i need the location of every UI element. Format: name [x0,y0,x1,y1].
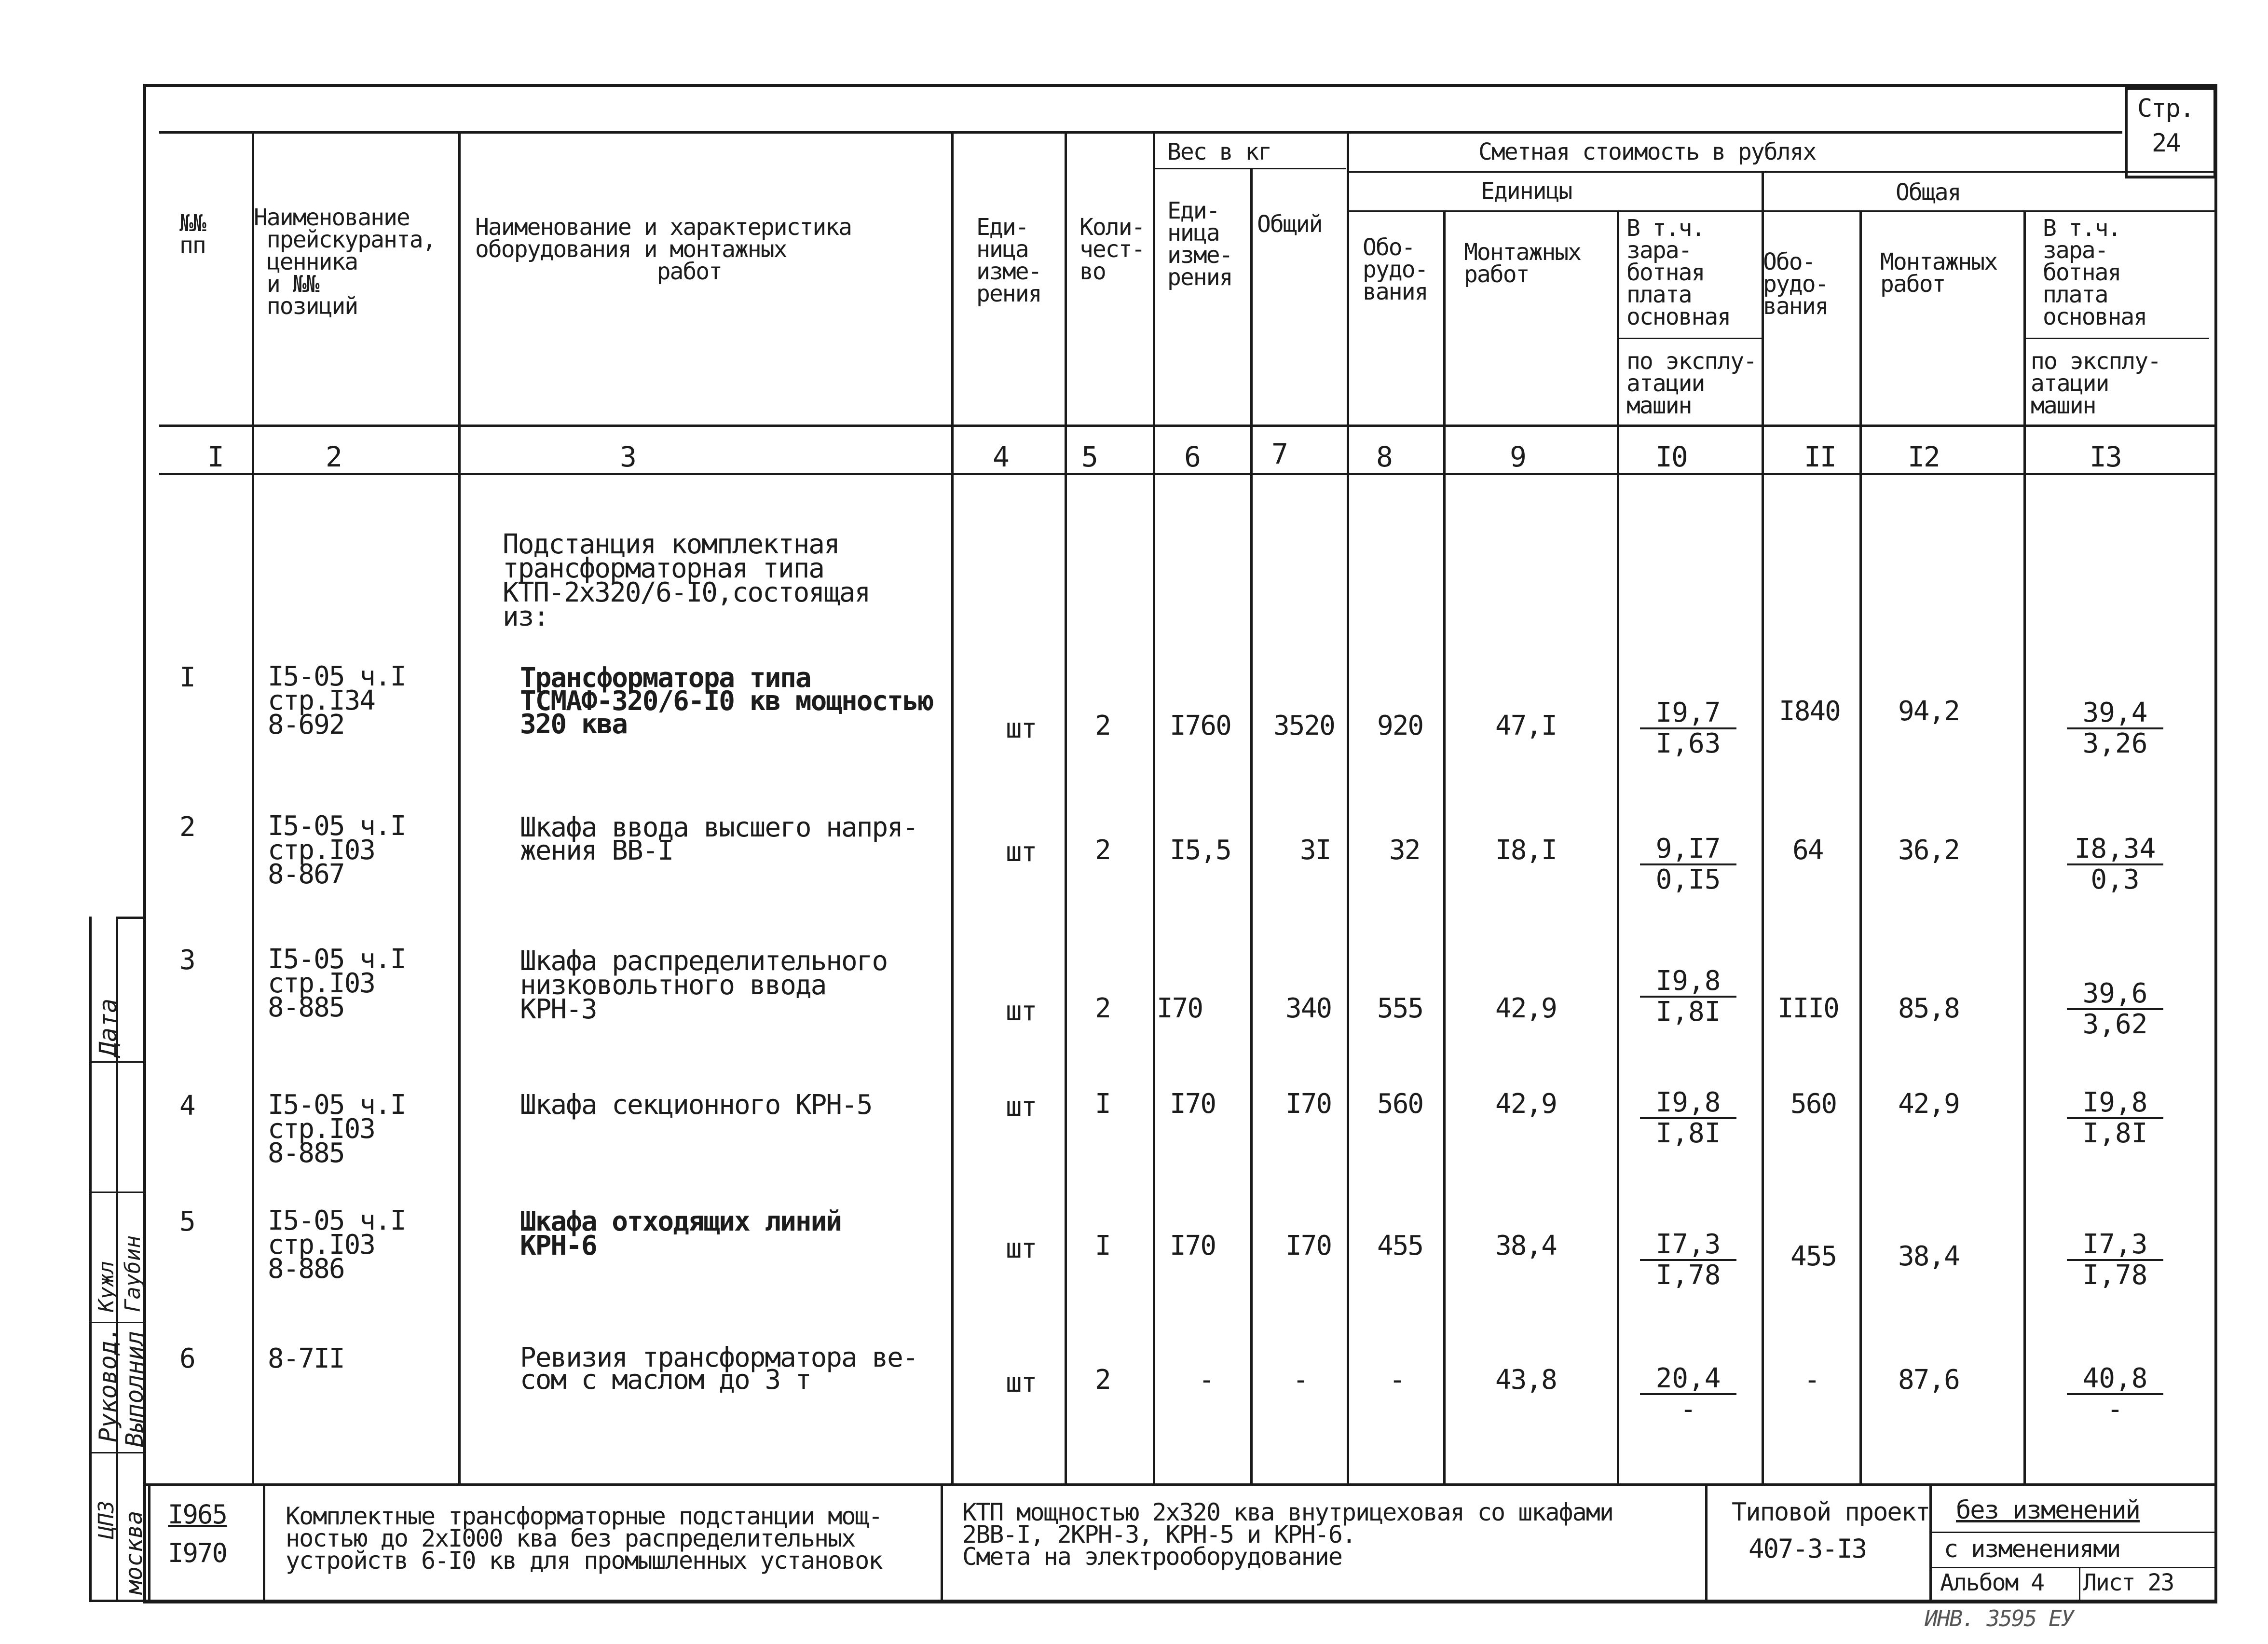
row-equipment-total: - [1804,1364,1819,1396]
col13-split-line [2026,338,2209,339]
stamp-top-line [116,917,145,919]
row-qty: 2 [1095,1364,1110,1396]
row-number: 3 [179,945,195,976]
row-wage: I9,7 [1640,699,1736,729]
hdr-col8: Обо- рудо- вания [1363,234,1428,305]
footer-with-changes: с изменениями [1944,1535,2120,1563]
hdr-col13-bot: по эксплу- атации машин [2031,348,2160,419]
row-machines: I,8I [1655,1118,1721,1149]
row-reference: I5-05 ч.I стр.I03 8-886 [268,1205,406,1285]
row-wage-fraction [1640,967,1736,1027]
stamp-executor-label: Выполнил [121,1331,149,1447]
hdr-col2: Наименование прейскуранта, ценника и №№ позиций [254,204,436,320]
row-wage-total: 40,8 [2067,1364,2163,1395]
stamp-left-line [89,917,92,1602]
row-equipment: 560 [1377,1088,1423,1120]
stamp-row-line-4 [89,1452,145,1453]
row-wage: 20,4 [1640,1364,1736,1395]
row-machines-total: - [2107,1394,2123,1425]
row-mounting-total: 94,2 [1898,696,1959,727]
row-wage-fraction [1640,835,1736,894]
footer-line-a [148,1483,150,1602]
hdr-col13-top: В т.ч. зара- ботная плата основная [2043,215,2147,330]
row-qty: 2 [1095,835,1110,866]
hdr-col10-top: В т.ч. зара- ботная плата основная [1626,215,1731,330]
row-name: Шкафа секционного КРН-5 [520,1089,872,1121]
col-line-11 [1859,210,1862,1483]
footer-bottom-line [89,1600,2217,1602]
footer-no-changes: без изменений [1956,1496,2140,1525]
hdr-col10-bot: по эксплу- атации машин [1626,348,1756,419]
row-wage: I7,3 [1640,1230,1736,1261]
row-wage-total: I7,3 [2067,1230,2163,1261]
col-line-3 [951,131,954,1483]
row-weight-unit: I760 [1170,710,1231,741]
row-wage-total: I8,34 [2067,835,2163,865]
colnum-12: I2 [1908,440,1940,473]
col-line-5 [1153,131,1155,1483]
row-reference: I5-05 ч.I стр.I34 8-692 [268,661,406,740]
footer-album: Альбом 4 [1940,1569,2044,1596]
footer-line-b [263,1483,265,1602]
row-number: I [179,662,195,693]
row-name: Шкафа отходящих линий КРН-6 [520,1206,842,1261]
hdr-col1: №№ пп [179,210,205,259]
colnum-7: 7 [1271,438,1287,470]
row-unit: шт [1006,1091,1037,1123]
col-line-1 [252,131,254,1483]
row-wage-total: 39,6 [2067,979,2163,1010]
row-weight-total: I70 [1285,1230,1332,1261]
unit-total-line [1348,210,2216,212]
row-reference: I5-05 ч.I стр.I03 8-867 [268,810,406,890]
row-mounting-total: 85,8 [1898,993,1959,1024]
header-bottom-line [159,425,2216,427]
row-machines: - [1680,1394,1696,1425]
stamp-signature-1: Кужл [94,1261,119,1312]
stamp-date-label: Дата [94,998,122,1056]
row-weight-total: - [1293,1364,1308,1396]
hdr-col11: Обо- рудо- вания [1763,248,1828,320]
row-mounting: 42,9 [1495,993,1557,1024]
row-machines-total: 3,62 [2082,1009,2148,1040]
row-reference: I5-05 ч.I стр.I03 8-885 [268,1089,406,1169]
hdr-col9: Монтажных работ [1464,239,1581,288]
row-equipment-total: 560 [1790,1088,1837,1120]
weight-group-line [1153,168,1346,169]
row-weight-total: I70 [1285,1088,1332,1120]
row-weight-unit: I70 [1170,1230,1216,1261]
row-number: 6 [179,1343,195,1374]
footer-year-end: I970 [168,1538,227,1568]
hdr-col5: Коли- чест- во [1079,214,1145,285]
row-machines: 0,I5 [1655,864,1721,895]
intro-text: Подстанция комплектная трансформаторная типа КТП-2х320/6-I0,состоящая из: [503,529,870,632]
row-mounting: 38,4 [1495,1230,1557,1261]
col-line-6 [1250,168,1253,1483]
hdr-col12: Монтажных работ [1880,248,1997,298]
footer-top-line [143,1483,2217,1486]
row-machines-total: 3,26 [2082,728,2148,759]
row-machines-total: I,8I [2082,1118,2148,1149]
row-reference: I5-05 ч.I стр.I03 8-885 [268,944,406,1023]
footer-line-e [1929,1483,1932,1602]
colnum-13: I3 [2090,440,2121,473]
row-wage-fraction [1640,699,1736,758]
row-mounting: 42,9 [1495,1088,1557,1120]
row-wage: I9,8 [1640,967,1736,998]
col-line-9 [1617,210,1619,1483]
row-weight-unit: - [1199,1364,1214,1396]
col-line-10 [1762,171,1764,1483]
colnum-10: I0 [1655,440,1687,473]
col-line-8 [1443,210,1446,1483]
row-weight-unit: I70 [1157,993,1203,1024]
stamp-row-line-1 [89,1061,145,1063]
col-line-7 [1347,131,1349,1483]
stamp-head-label: Руковод. [94,1326,122,1442]
row-wage-total: I9,8 [2067,1088,2163,1119]
stamp-signature-2: Гаубин [121,1235,145,1312]
row-name: Ревизия трансформатора ве- сом с маслом до 3 т [520,1342,918,1396]
hdr-col3: Наименование и характеристика оборудования и монтажных работ [475,214,852,285]
row-wage: 9,I7 [1640,835,1736,865]
row-equipment: 455 [1377,1230,1423,1261]
row-unit: шт [1006,1367,1037,1398]
colnum-3: 3 [620,440,636,473]
row-wage-total-fraction [2067,699,2163,758]
row-wage-fraction [1640,1230,1736,1290]
row-unit: шт [1006,1233,1037,1264]
row-mounting: 43,8 [1495,1364,1557,1396]
row-mounting-total: 42,9 [1898,1088,1959,1120]
page-number-box [2125,87,2216,178]
row-wage: I9,8 [1640,1088,1736,1119]
col-line-2 [458,131,461,1483]
row-weight-total: 3I [1300,835,1331,866]
row-equipment-total: I840 [1779,696,1840,727]
row-weight-total: 3520 [1273,710,1335,741]
row-weight-unit: I5,5 [1170,835,1231,866]
col10-split-line [1618,338,1763,339]
row-equipment: 32 [1389,835,1420,866]
row-equipment: 555 [1377,993,1423,1024]
row-name: Шкафа распределительного низковольтного ввода КРН-3 [520,945,888,1025]
row-machines-total: 0,3 [2090,864,2140,895]
stamp-row-line-3 [89,1322,145,1323]
footer-changes-line [1929,1532,2216,1533]
row-equipment-total: III0 [1777,993,1839,1024]
row-weight-unit: I70 [1170,1088,1216,1120]
hdr-unit-group: Единицы [1481,178,1572,205]
footer-sheet-line [2079,1567,2080,1601]
hdr-col6: Еди- ница изме- рения [1167,197,1232,291]
hdr-total-group: Общая [1896,179,1961,206]
row-wage-total-fraction [2067,979,2163,1039]
footer-line-c [941,1483,943,1602]
row-qty: I [1095,1088,1110,1120]
footer-line-d [1705,1483,1708,1602]
row-qty: I [1095,1230,1110,1261]
stamp-row-line-2 [89,1192,145,1193]
row-wage-total-fraction [2067,1364,2163,1424]
header-top-line [159,131,2122,134]
colnum-5: 5 [1081,440,1097,473]
colnum-8: 8 [1376,440,1392,473]
colnum-2: 2 [326,440,342,473]
row-machines-total: I,78 [2082,1260,2148,1291]
row-qty: 2 [1095,710,1110,741]
row-unit: шт [1006,996,1037,1027]
row-mounting: I8,I [1495,835,1557,866]
footer-album-line [1929,1567,2216,1568]
colnum-4: 4 [993,440,1009,473]
footer-inventory: ИНВ. 3595 ЕУ [1925,1605,2074,1631]
row-wage-total: 39,4 [2067,699,2163,729]
row-equipment: - [1389,1364,1405,1396]
footer-city: москва [121,1510,148,1594]
row-wage-total-fraction [2067,1230,2163,1290]
footer-project-number: 407-3-I3 [1749,1534,1867,1564]
row-equipment-total: 64 [1792,835,1823,866]
footer-description: Комплектные трансформаторные подстанции мощ- ностью до 2хI000 ква без распределительных устройств 6-I0 кв для промышленных установок [286,1502,882,1575]
row-equipment: 920 [1377,710,1423,741]
footer-sheet: Лист 23 [2083,1569,2174,1596]
row-mounting-total: 38,4 [1898,1241,1959,1272]
hdr-col7: Общий [1257,211,1322,238]
row-name: Шкафа ввода высшего напря- жения ВВ-I [520,812,918,866]
row-number: 2 [179,811,195,843]
cost-group-line [1348,171,2216,173]
row-number: 4 [179,1090,195,1122]
row-unit: шт [1006,836,1037,868]
row-machines: I,78 [1655,1260,1721,1291]
row-machines: I,63 [1655,728,1721,759]
row-mounting-total: 36,2 [1898,835,1959,866]
hdr-col4: Еди- ница изме- рения [976,214,1041,307]
row-unit: шт [1006,713,1037,744]
hdr-cost-group: Сметная стоимость в рублях [1478,138,1816,165]
row-qty: 2 [1095,993,1110,1024]
colnum-11: II [1804,440,1836,473]
row-mounting-total: 87,6 [1898,1364,1959,1396]
row-wage-total-fraction [2067,1088,2163,1148]
stamp-organization: ЦПЗ [94,1500,119,1539]
row-reference: 8-7II [268,1343,344,1374]
row-equipment-total: 455 [1790,1241,1837,1272]
row-mounting: 47,I [1495,710,1557,741]
row-number: 5 [179,1206,195,1237]
col-line-12 [2023,210,2026,1483]
row-wage-fraction [1640,1088,1736,1148]
page-label: Стр. [2137,94,2194,123]
colnum-6: 6 [1184,440,1200,473]
footer-project-label: Типовой проект [1732,1498,1930,1527]
row-weight-total: 340 [1285,993,1332,1024]
col-line-4 [1065,131,1067,1483]
footer-year-start: I965 [168,1499,227,1530]
hdr-weight-group: Вес в кг [1167,138,1271,165]
colnum-1: I [207,440,223,473]
page-number: 24 [2152,129,2180,158]
row-wage-total-fraction [2067,835,2163,894]
row-machines: I,8I [1655,996,1721,1028]
footer-subject: КТП мощностью 2х320 ква внутрицеховая со шкафами 2ВВ-I, 2КРН-3, КРН-5 и КРН-6. Смета на электрооборудование [962,1498,1613,1571]
row-wage-fraction [1640,1364,1736,1424]
row-name: Трансформатора типа ТСМАФ-320/6-I0 кв мощностью 320 ква [520,662,933,740]
colnum-9: 9 [1510,440,1526,473]
